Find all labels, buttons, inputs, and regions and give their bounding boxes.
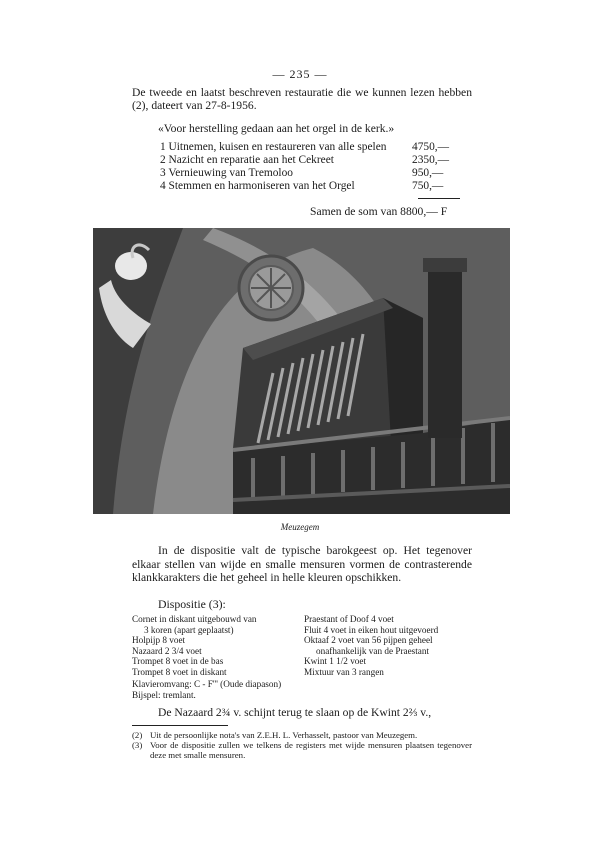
- photo-caption: Meuzegem: [280, 522, 320, 532]
- total-sum: Samen de som van 8800,— F: [310, 205, 448, 218]
- cost-item-amount: 2350,—: [412, 154, 450, 166]
- cost-list: [160, 141, 460, 193]
- cost-item: [160, 180, 460, 193]
- cost-item-label: 1 Uitnemen, kuisen en restaureren van alle spelen: [160, 141, 387, 153]
- cost-item-amount: 4750,—: [412, 141, 450, 153]
- register-item: Mixtuur van 3 rangen: [304, 666, 384, 677]
- cost-item-label: 2 Nazicht en reparatie aan het Cekreet: [160, 154, 334, 166]
- bijspel: Bijspel: tremlant.: [132, 689, 196, 700]
- footnote-rule: [132, 725, 228, 726]
- organ-photo: [93, 228, 510, 514]
- footnote-number: (3): [132, 740, 143, 751]
- cost-item-label: 3 Vernieuwing van Tremoloo: [160, 167, 293, 179]
- dispositie-right-column: [304, 614, 472, 678]
- cost-item-label: 4 Stemmen en harmoniseren van het Orgel: [160, 180, 355, 192]
- register-item: Oktaaf 2 voet van 56 pijpen geheel: [304, 635, 433, 646]
- footnotes: [132, 730, 472, 761]
- body-text: In de dispositie valt de typische barokgeest op. Het tegenover elkaar stellen van wijde en smalle mensuren vormen de contrasterende klankkarakters die het geheel in helle kleuren opschikken.: [132, 544, 472, 584]
- klavieromvang: Klavieromvang: C - F''' (Oude diapason): [132, 679, 282, 689]
- dispositie-title: Dispositie (3):: [158, 597, 226, 611]
- dispositie-columns: [132, 614, 472, 678]
- register-item: Praestant of Doof 4 voet: [304, 614, 394, 624]
- register-item: Cornet in diskant uitgebouwd van: [132, 614, 257, 624]
- body-paragraph: [132, 544, 472, 585]
- nazaard-line: De Nazaard 2¾ v. schijnt terug te slaan op de Kwint 2⅔ v.,: [158, 706, 432, 719]
- cost-item: [160, 141, 460, 154]
- footnote: [132, 730, 472, 740]
- total-rule: [418, 198, 460, 199]
- intro-paragraph: De tweede en laatst beschreven restauratie die we kunnen lezen hebben (2), dateert van 27-8-1956.: [132, 86, 472, 112]
- footnote-text: Uit de persoonlijke nota's van Z.E.H. L. Verhasselt, pastoor van Meuzegem.: [150, 730, 418, 740]
- register-item: 3 koren (apart geplaatst): [144, 624, 234, 635]
- register-item: Fluit 4 voet in eiken hout uitgevoerd: [304, 624, 439, 635]
- register-item: Holpijp 8 voet: [132, 635, 186, 646]
- dispositie-left-column: [132, 614, 300, 678]
- page-number: — 235 —: [272, 67, 328, 81]
- footnote-number: (2): [132, 730, 143, 740]
- register-item: Kwint 1 1/2 voet: [304, 656, 367, 667]
- quote-line: «Voor herstelling gedaan aan het orgel in de kerk.»: [158, 122, 395, 135]
- cost-item: [160, 167, 460, 180]
- register-item: Trompet 8 voet in de bas: [132, 656, 224, 667]
- footnote: [132, 740, 472, 760]
- register-item: Nazaard 2 3/4 voet: [132, 645, 202, 656]
- cost-item-amount: 750,—: [412, 180, 444, 192]
- cost-item-amount: 950,—: [412, 167, 444, 179]
- dispositie-extra: [132, 679, 281, 700]
- cost-item: [160, 154, 460, 167]
- footnote-text: Voor de dispositie zullen we telkens de registers met wijde mensuren plaatsen tegenover deze met smalle mensuren.: [150, 740, 472, 761]
- register-item: onafhankelijk van de Praestant: [316, 645, 430, 656]
- organ-illustration: [93, 228, 510, 514]
- register-item: Trompet 8 voet in diskant: [132, 666, 227, 677]
